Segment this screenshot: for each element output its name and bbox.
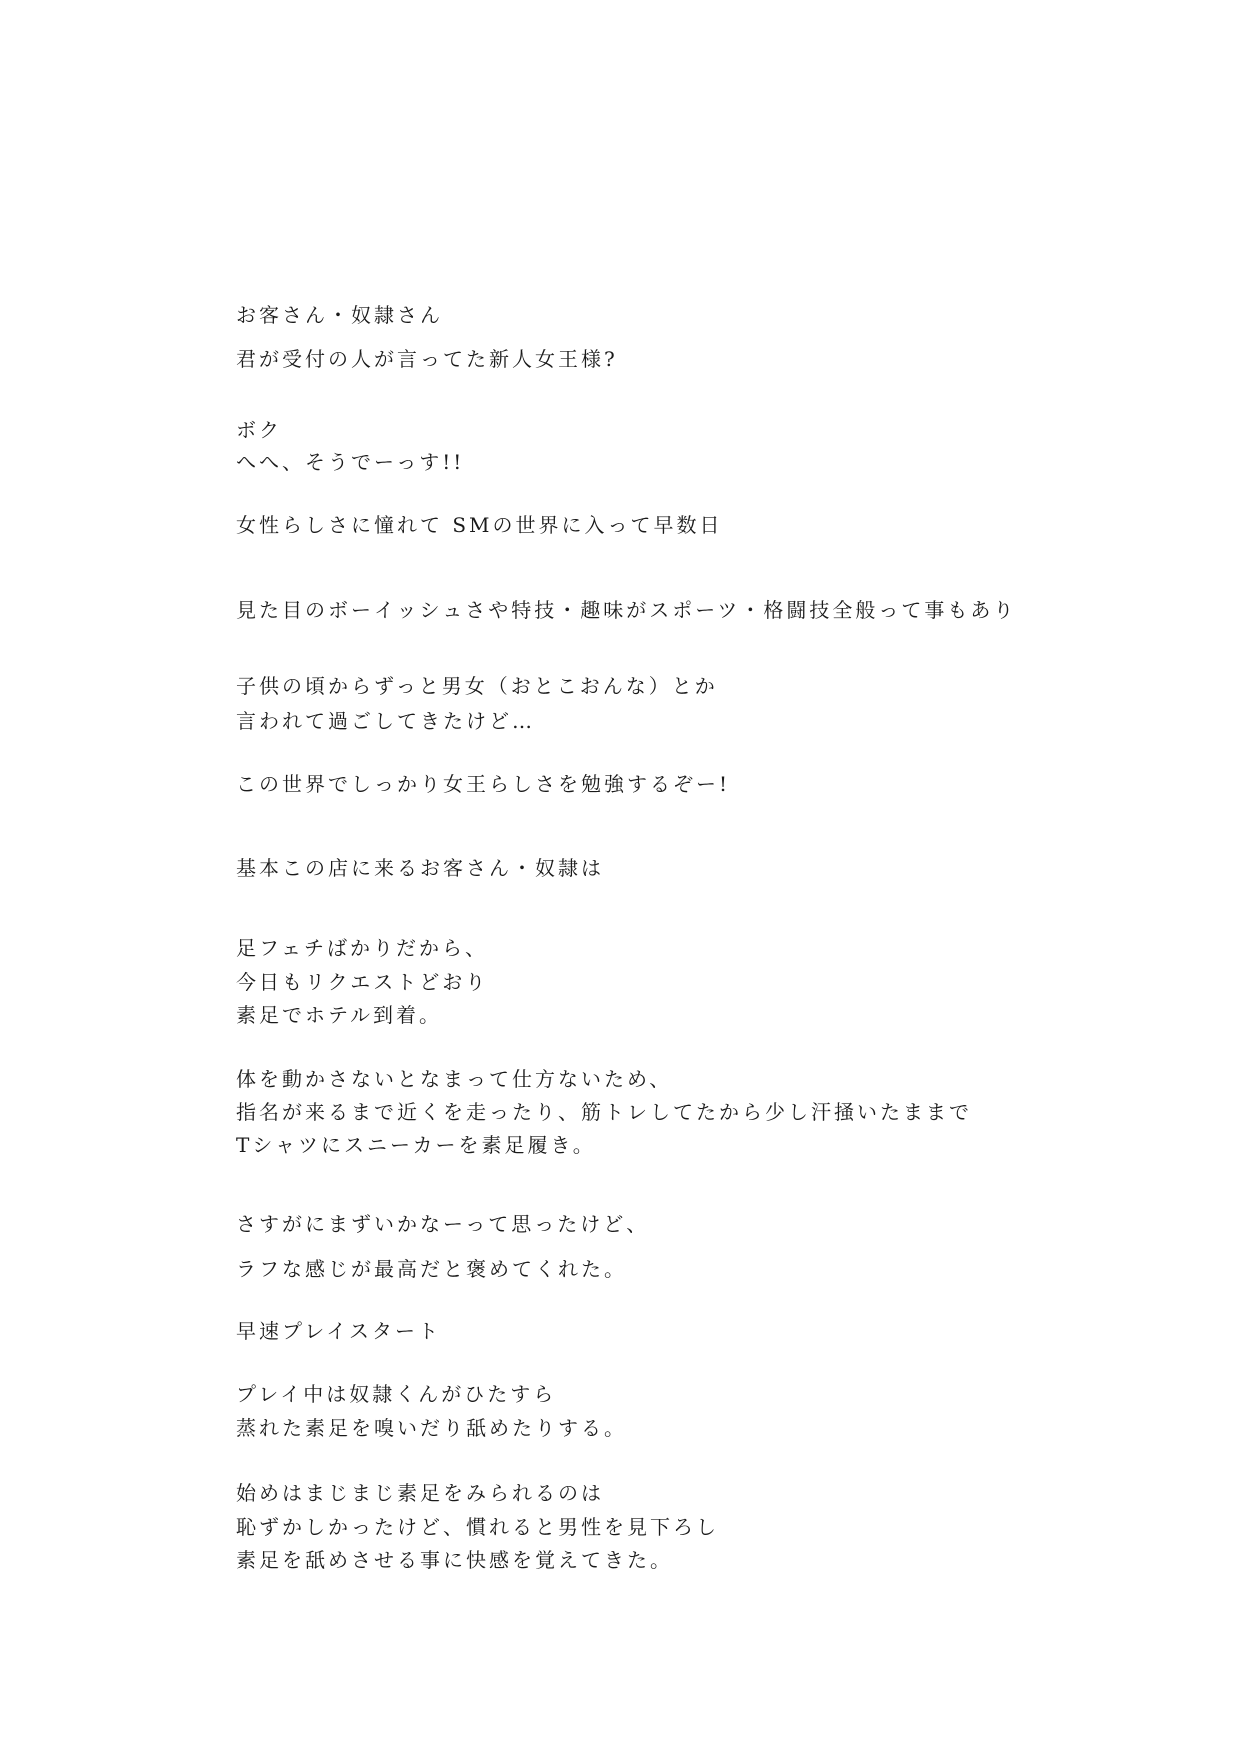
text-line: 足フェチばかりだから、: [236, 936, 488, 960]
text-line: 早速プレイスタート: [236, 1319, 441, 1343]
text-line: 今日もリクエストどおり: [236, 970, 489, 994]
text-line: 見た目のボーイッシュさや特技・趣味がスポーツ・格闘技全般って事もあり: [236, 598, 1017, 622]
text-line: 言われて過ごしてきたけど…: [236, 709, 535, 733]
text-line: 君が受付の人が言ってた新人女王様?: [236, 347, 618, 371]
text-line: 蒸れた素足を嗅いだり舐めたりする。: [236, 1416, 627, 1440]
text-line: さすがにまずいかなーって思ったけど、: [236, 1212, 650, 1236]
text-line: 女性らしさに憧れて SMの世界に入って早数日: [236, 513, 723, 537]
text-line: ラフな感じが最高だと褒めてくれた。: [236, 1257, 627, 1281]
text-line: この世界でしっかり女王らしさを勉強するぞー!: [236, 772, 731, 796]
text-line: お客さん・奴隷さん: [236, 303, 443, 327]
text-line: 指名が来るまで近くを走ったり、筋トレしてたから少し汗掻いたままで: [236, 1100, 972, 1124]
text-line: Tシャツにスニーカーを素足履き。: [236, 1133, 596, 1157]
text-line: 基本この店に来るお客さん・奴隷は: [236, 856, 604, 880]
text-line: へへ、そうでーっす!!: [236, 450, 465, 474]
text-line: 子供の頃からずっと男女（おとこおんな）とか: [236, 674, 718, 698]
text-line: ボク: [236, 418, 282, 442]
text-line: 始めはまじまじ素足をみられるのは: [236, 1481, 604, 1505]
text-line: 素足を舐めさせる事に快感を覚えてきた。: [236, 1548, 673, 1572]
text-line: 恥ずかしかったけど、慣れると男性を見下ろし: [236, 1515, 719, 1539]
text-line: 体を動かさないとなまって仕方ないため、: [236, 1067, 673, 1091]
text-line: プレイ中は奴隷くんがひたすら: [236, 1382, 557, 1406]
text-line: 素足でホテル到着。: [236, 1003, 442, 1027]
